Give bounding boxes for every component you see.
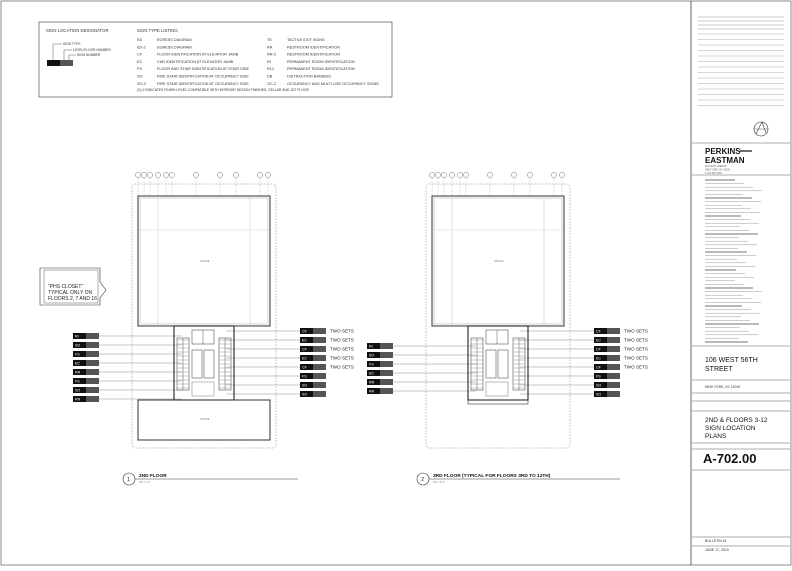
two-sets-note: TWO SETS <box>330 337 354 343</box>
sign-tag-number <box>86 333 99 339</box>
sign-tag-number <box>313 328 326 334</box>
sign-tag-code: EC <box>302 356 307 361</box>
sign-tag-number <box>380 352 393 358</box>
sign-tag-code: FS <box>75 352 80 357</box>
phs-note-line3: FLOORS 2, 7 AND 16 <box>48 296 97 302</box>
phs-closet-callout <box>40 268 106 305</box>
two-sets-note: TWO SETS <box>624 337 648 343</box>
firm-address <box>705 165 731 175</box>
two-sets-note: TWO SETS <box>624 328 648 334</box>
legend-box <box>39 22 392 97</box>
svg-text:115 FIFTH AVENUE: 115 FIFTH AVENUE <box>705 165 727 168</box>
two-sets-note: TWO SETS <box>330 346 354 352</box>
plan-3rd-floor <box>367 172 648 485</box>
sign-tag-number <box>313 391 326 397</box>
sign-tag-code: EC <box>369 371 374 376</box>
sign-tag-number <box>86 378 99 384</box>
room-label: OFFICE <box>494 260 504 263</box>
sign-tag-code: EC <box>75 361 80 366</box>
legend-desc: FLOOR IDENTIFICATION AT ELEVATOR JAMB <box>157 52 239 57</box>
legend-desc: PERMANENT ROOM IDENTIFICATION <box>287 67 355 72</box>
plan-scale: 1/8" = 1'-0" <box>139 481 151 484</box>
sign-tag-code: FS <box>75 379 80 384</box>
project-title-line1: 106 WEST 56TH <box>705 357 758 364</box>
legend-desc: TACTILE EXIT SIGNS <box>287 38 325 42</box>
phs-note-line1: "PHS CLOSET" <box>48 284 84 290</box>
legend-desc: EGRESS DIAGRAM <box>157 38 192 42</box>
sign-tag-number <box>313 337 326 343</box>
sign-tag-number <box>86 360 99 366</box>
sign-tag-number <box>313 346 326 352</box>
legend-rows <box>137 38 379 86</box>
legend-code: CF <box>137 52 143 57</box>
two-sets-note: TWO SETS <box>624 364 648 370</box>
sign-tag-number <box>607 391 620 397</box>
sign-tag-code: CF <box>596 329 601 334</box>
sign-tag-code: CF <box>596 365 601 370</box>
two-sets-note: TWO SETS <box>624 355 648 361</box>
plan-scale: 1/8" = 1'-0" <box>433 481 445 484</box>
sign-tag-number <box>607 364 620 370</box>
legend-desc: CAR IDENTIFICATION AT ELEVATOR JAMB <box>157 59 234 64</box>
legend-desc: RESTROOM IDENTIFICATION <box>287 52 340 57</box>
sign-tag-number <box>380 379 393 385</box>
sign-tag-number <box>380 370 393 376</box>
plan-title: 3RD FLOOR (TYPICAL FOR FLOORS 3RD TO 12TH) <box>433 474 551 479</box>
sign-tag-code: SO <box>75 388 81 393</box>
firm-logo-line1: PERKINS <box>705 147 741 156</box>
title-block <box>692 17 790 552</box>
legend-desc: EGRESS DIAGRAM <box>157 45 192 50</box>
phs-note-line2: TYPICAL ONLY ON <box>48 290 93 296</box>
issue-date: JUNE 17, 2019 <box>705 548 729 552</box>
consultant-list <box>705 180 762 342</box>
sign-tag-code: RI <box>75 334 79 339</box>
legend-desc: FIRE STAIR IDENTIFICATION AT OCCUPANCY SIDE <box>157 81 249 86</box>
sign-tag-code: FS <box>302 374 307 379</box>
legend-code: RR-2 <box>267 52 276 57</box>
sign-tag-number <box>313 373 326 379</box>
legend-note: (X)-2 INDICATES FINISH LEVEL COMPATIBLE WITH INTERIOR DESIGN FINISHES, CELLAR AND 1ST FLOOR <box>137 88 310 92</box>
two-sets-note: TWO SETS <box>330 355 354 361</box>
legend-code: FS <box>137 67 142 72</box>
plan-2nd-floor <box>73 172 354 485</box>
sign-tag-number <box>607 346 620 352</box>
sign-tag-number <box>86 396 99 402</box>
sign-tag-number <box>86 342 99 348</box>
legend-desc: FLOOR AND STAIR IDENTIFICATION AT STAIR SIDE <box>157 67 250 72</box>
legend-code: SO-2 <box>137 81 146 86</box>
designator-sign-number: SIGN NUMBER <box>77 53 101 57</box>
designator-sign-type: SIGN TYPE <box>63 42 81 46</box>
sign-tag-code: SO <box>596 392 602 397</box>
legend-desc: RESTROOM IDENTIFICATION <box>287 45 340 50</box>
sign-tag-code: SO <box>75 343 81 348</box>
sign-tag-number <box>313 364 326 370</box>
two-sets-note: TWO SETS <box>330 328 354 334</box>
legend-code: EC <box>137 59 143 64</box>
legend-code: RI-2 <box>267 67 275 72</box>
sign-tag-number <box>313 382 326 388</box>
legend-desc: OCCUPANCY AND MULTI-USE OCCUPANCY SIGNS <box>287 81 379 86</box>
plan-title: 2ND FLOOR <box>139 474 167 479</box>
legend-code: ED-2 <box>137 45 146 50</box>
north-arrow-icon <box>754 122 768 136</box>
legend-listing-title: SIGN TYPE LISTING <box>137 28 178 33</box>
legend-code: ED <box>137 38 143 42</box>
revision-table <box>698 17 784 106</box>
firm-logo-line2: EASTMAN <box>705 156 745 165</box>
sign-tag-code: CF <box>596 347 601 352</box>
sign-tag-code: SO <box>369 353 375 358</box>
sign-tag-number <box>607 328 620 334</box>
drawing-title-line2: SIGN LOCATION <box>705 425 756 432</box>
sign-tag-number <box>380 361 393 367</box>
room-label: OFFICE <box>200 418 210 421</box>
sign-tag-code: FS <box>596 374 601 379</box>
sign-tag-code: RI <box>369 344 373 349</box>
designator-level: LEVEL/FLOOR NUMBER <box>73 48 111 52</box>
sign-tag-number <box>86 351 99 357</box>
sign-tag-number <box>86 369 99 375</box>
project-title-line2: STREET <box>705 366 733 373</box>
sign-tag-number <box>607 337 620 343</box>
sheet-number: A-702.00 <box>703 451 757 466</box>
project-location: NEW YORK, NY 10019 <box>705 385 741 389</box>
plan-number: 1 <box>127 477 130 483</box>
plan-number: 2 <box>421 477 424 483</box>
sign-tag-code: SO <box>302 392 308 397</box>
sign-tag-code: RR <box>369 389 375 394</box>
sign-tag-number <box>86 387 99 393</box>
sign-tag-code: RR <box>369 380 375 385</box>
drawing-title-line3: PLANS <box>705 433 727 440</box>
sign-tag-code: CF <box>302 329 307 334</box>
sign-tag-code: SO <box>596 383 602 388</box>
legend-desc: DISTRACTION BANDING <box>287 74 332 79</box>
legend-code: OC-2 <box>267 81 277 86</box>
sign-tag-code: CF <box>302 365 307 370</box>
room-label: OFFICE <box>200 260 210 263</box>
two-sets-note: TWO SETS <box>624 346 648 352</box>
legend-code: TE <box>267 38 272 42</box>
sign-tag-number <box>380 343 393 349</box>
sign-tag-number <box>607 382 620 388</box>
legend-desc: FIRE STAIR IDENTIFICATION AT OCCUPANCY SIDE <box>157 74 249 79</box>
legend-code: DB <box>267 74 273 79</box>
sign-tag-number <box>607 355 620 361</box>
legend-title: SIGN LOCATION DESIGNATOR <box>46 28 109 33</box>
sign-tag-code: FS <box>369 362 374 367</box>
sign-tag-number <box>313 355 326 361</box>
legend-code: RR <box>267 45 273 50</box>
sheet-border <box>1 1 791 565</box>
svg-text:NEW YORK, NY 10003: NEW YORK, NY 10003 <box>705 168 730 172</box>
sign-tag-code: EC <box>596 338 601 343</box>
sign-tag-code: EC <box>596 356 601 361</box>
designator-example <box>47 44 76 66</box>
two-sets-note: TWO SETS <box>330 364 354 370</box>
sign-tag-number <box>380 388 393 394</box>
drawing-title-line1: 2ND & FLOORS 3-12 <box>705 417 768 424</box>
legend-desc: PERMANENT ROOM IDENTIFICATION <box>287 59 355 64</box>
sign-tag-number <box>607 373 620 379</box>
sign-tag-code: EC <box>302 338 307 343</box>
legend-code: SO <box>137 74 143 79</box>
sign-tag-code: SO <box>302 383 308 388</box>
svg-text:T 212 353 7200: T 212 353 7200 <box>705 172 722 175</box>
sign-tag-code: RR <box>75 370 81 375</box>
legend-code: RI <box>267 59 271 64</box>
sign-tag-code: RR <box>75 397 81 402</box>
issue-label: BULLETIN #1 <box>705 539 727 543</box>
sign-tag-code: CF <box>302 347 307 352</box>
